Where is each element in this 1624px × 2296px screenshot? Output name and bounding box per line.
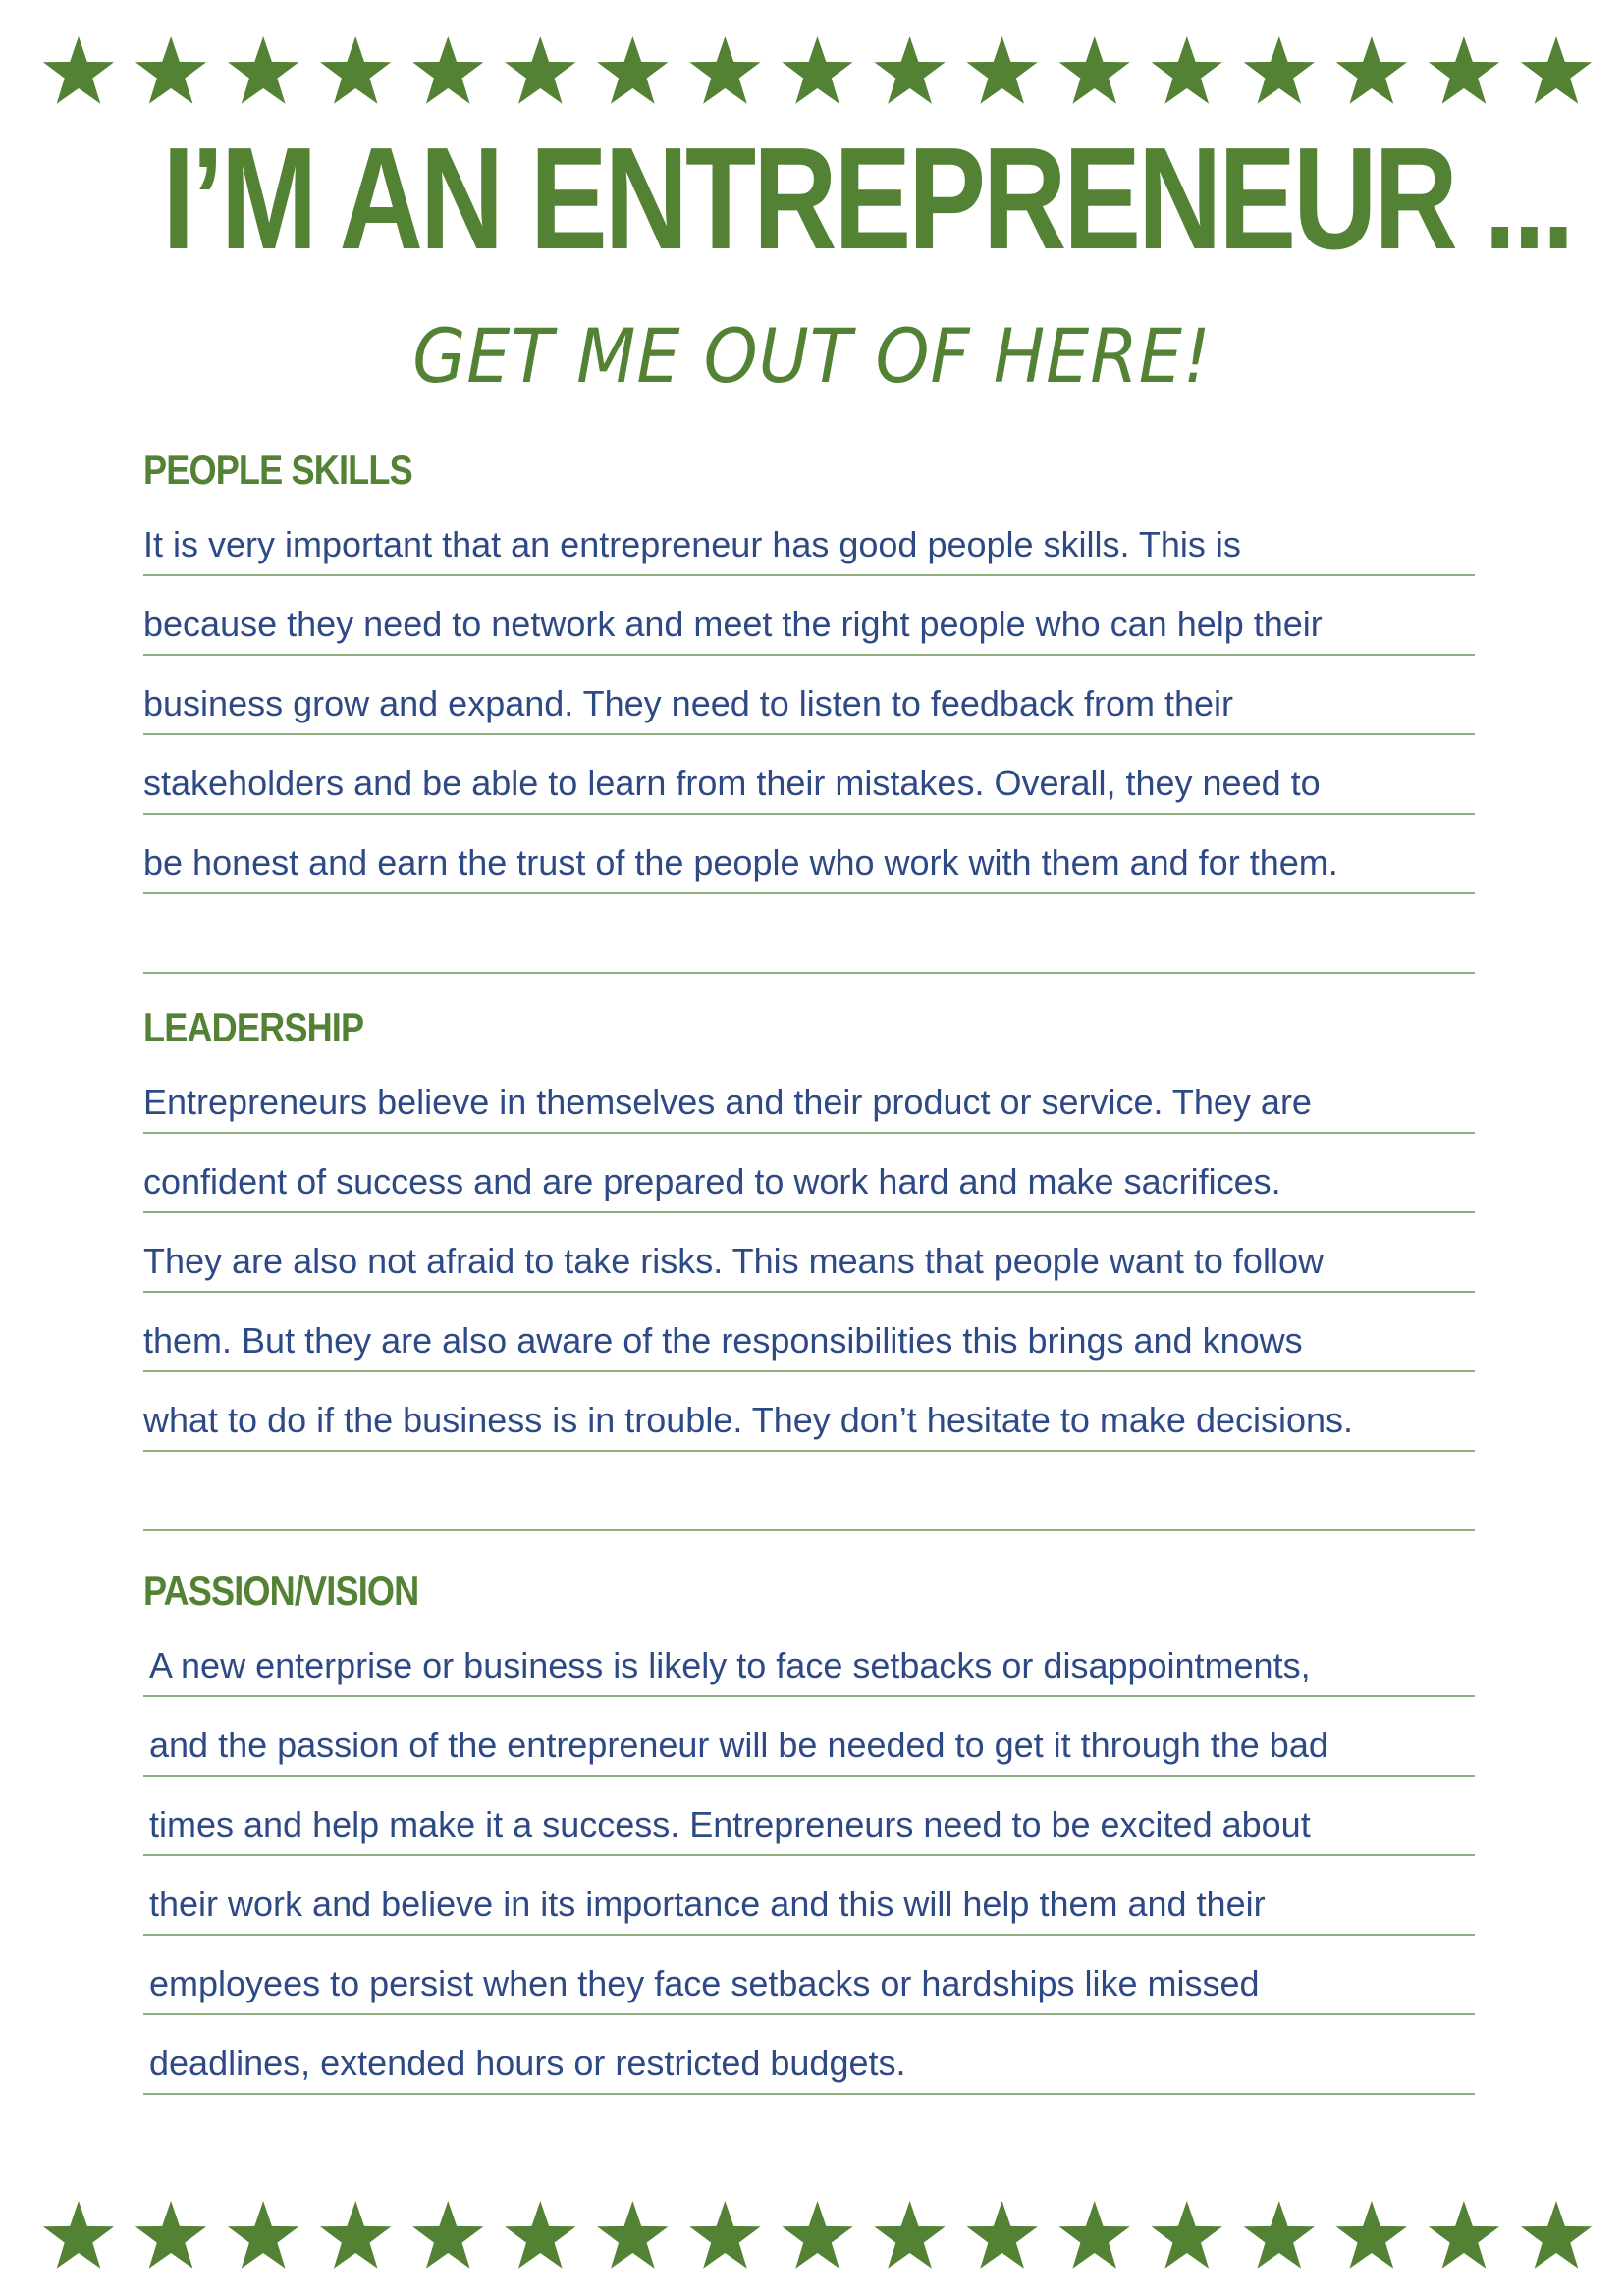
star-icon <box>135 36 206 104</box>
section-lines <box>143 1618 1475 2095</box>
section-lines <box>143 1054 1475 1531</box>
line-text: It is very important that an entrepreneur has good people skills. This is <box>143 524 1241 564</box>
line-text: deadlines, extended hours or restricted budgets. <box>149 2043 906 2083</box>
text-line <box>143 1054 1475 1134</box>
line-text: be honest and earn the trust of the people who work with them and for them. <box>143 842 1338 882</box>
text-line <box>143 1293 1475 1372</box>
star-icon <box>320 36 391 104</box>
text-line <box>143 2015 1475 2095</box>
star-icon <box>43 2201 114 2269</box>
star-icon <box>597 36 668 104</box>
star-icon <box>43 36 114 104</box>
line-text: them. But they are also aware of the responsibilities this brings and knows <box>143 1320 1303 1361</box>
star-icon <box>1244 36 1315 104</box>
line-text: employees to persist when they face setbacks or hardships like missed <box>149 1963 1260 2003</box>
star-icon <box>412 36 483 104</box>
text-line <box>143 1372 1475 1452</box>
star-icon <box>782 2201 852 2269</box>
text-line <box>143 656 1475 735</box>
text-line <box>143 815 1475 894</box>
text-line <box>143 1697 1475 1777</box>
section-people-skills <box>143 444 1475 974</box>
star-icon <box>597 2201 668 2269</box>
section-lines <box>143 497 1475 974</box>
star-icon <box>1152 36 1222 104</box>
text-line <box>143 1134 1475 1213</box>
star-icon <box>1059 2201 1130 2269</box>
line-text: because they need to network and meet the right people who can help their <box>143 604 1323 644</box>
text-line <box>143 735 1475 815</box>
bottom-star-border <box>0 2194 1624 2282</box>
top-star-border <box>0 29 1624 118</box>
star-icon <box>967 36 1038 104</box>
text-line <box>143 1213 1475 1293</box>
star-icon <box>228 36 298 104</box>
star-icon <box>505 2201 575 2269</box>
star-icon <box>320 2201 391 2269</box>
star-icon <box>874 36 945 104</box>
text-line <box>143 497 1475 576</box>
star-icon <box>1059 36 1130 104</box>
section-leadership <box>143 1001 1475 1531</box>
star-icon <box>412 2201 483 2269</box>
line-text: business grow and expand. They need to listen to feedback from their <box>143 683 1234 723</box>
line-text: their work and believe in its importance and this will help them and their <box>149 1884 1266 1924</box>
star-icon <box>874 2201 945 2269</box>
line-text: stakeholders and be able to learn from their mistakes. Overall, they need to <box>143 763 1321 803</box>
section-heading: LEADERSHIP <box>143 1004 364 1050</box>
page-subtitle: GET ME OUT OF HERE! <box>412 312 1212 400</box>
text-line <box>143 1936 1475 2015</box>
section-heading: PASSION/VISION <box>143 1568 419 1614</box>
line-text: times and help make it a success. Entrepreneurs need to be excited about <box>149 1804 1311 1844</box>
star-icon <box>135 2201 206 2269</box>
star-icon <box>689 36 760 104</box>
text-line <box>143 576 1475 656</box>
star-icon <box>1244 2201 1315 2269</box>
star-icon <box>967 2201 1038 2269</box>
blank-line <box>143 894 1475 974</box>
text-line <box>143 1618 1475 1697</box>
line-text: They are also not afraid to take risks. This means that people want to follow <box>143 1241 1324 1281</box>
star-icon <box>228 2201 298 2269</box>
text-line <box>143 1777 1475 1856</box>
line-text: and the passion of the entrepreneur will be needed to get it through the bad <box>149 1725 1328 1765</box>
star-icon <box>1152 2201 1222 2269</box>
line-text: what to do if the business is in trouble. They don’t hesitate to make decisions. <box>143 1400 1354 1440</box>
star-icon <box>689 2201 760 2269</box>
star-icon <box>505 36 575 104</box>
star-icon <box>1429 2201 1499 2269</box>
line-text: A new enterprise or business is likely to face setbacks or disappointments, <box>149 1645 1311 1685</box>
section-heading: PEOPLE SKILLS <box>143 447 412 493</box>
star-icon <box>1336 36 1407 104</box>
text-line <box>143 1856 1475 1936</box>
section-passion-vision <box>143 1565 1475 2095</box>
star-row-bottom <box>0 2194 1624 2282</box>
page-title: I’M AN ENTREPRENEUR ... <box>162 118 1572 280</box>
star-icon <box>1336 2201 1407 2269</box>
star-icon <box>1521 36 1592 104</box>
blank-line <box>143 1452 1475 1531</box>
star-icon <box>1521 2201 1592 2269</box>
star-icon <box>782 36 852 104</box>
line-text: Entrepreneurs believe in themselves and their product or service. They are <box>143 1082 1312 1122</box>
star-icon <box>1429 36 1499 104</box>
line-text: confident of success and are prepared to work hard and make sacrifices. <box>143 1161 1281 1201</box>
star-row-top <box>0 29 1624 118</box>
